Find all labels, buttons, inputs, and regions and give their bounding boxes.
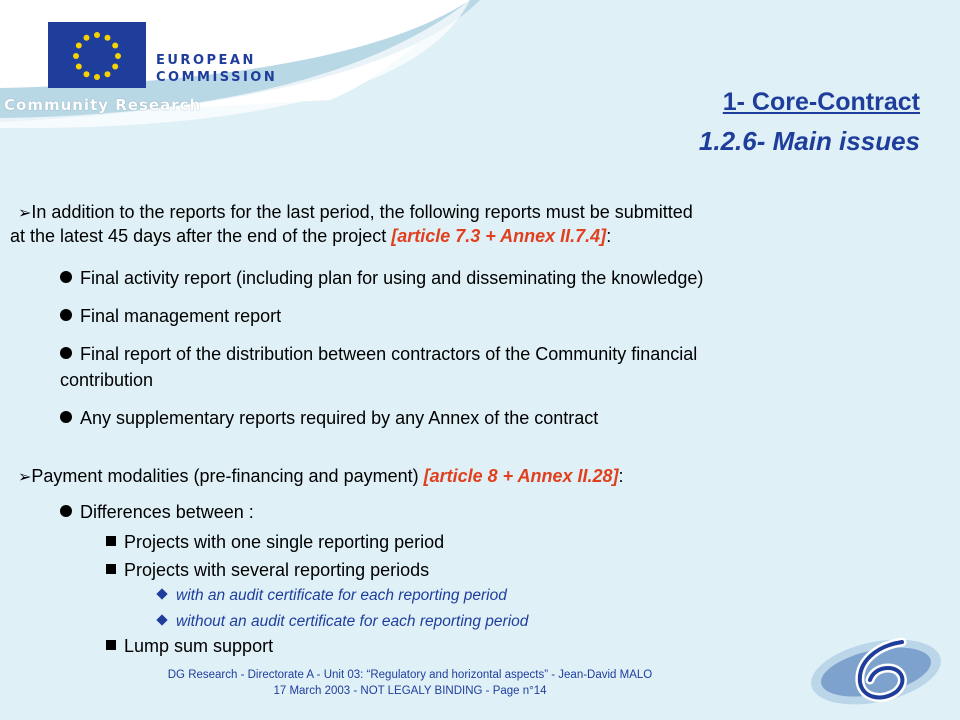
section1-intro-line1: ➢In addition to the reports for the last period, the following reports must be submitted: [18, 202, 693, 222]
dot-bullet-icon: [60, 271, 72, 283]
dot-bullet-icon: [60, 411, 72, 423]
section2-intro: ➢Payment modalities (pre-financing and payment) [article 8 + Annex II.28]:: [18, 466, 624, 486]
square-bullet-icon: [106, 536, 116, 546]
sub-list-item: Lump sum support: [106, 634, 273, 658]
sub-sub-list-item: without an audit certificate for each reporting period: [158, 610, 528, 634]
diamond-bullet-icon: [156, 614, 167, 625]
fp6-logo-icon: [806, 632, 946, 710]
sub-list-item: Projects with several reporting periods: [106, 558, 429, 582]
square-bullet-icon: [106, 640, 116, 650]
list-item: Final management report: [60, 304, 281, 328]
eu-flag-icon: [48, 22, 146, 88]
diamond-bullet-icon: [156, 588, 167, 599]
dot-bullet-icon: [60, 505, 72, 517]
page-subtitle: 1.2.6- Main issues: [698, 126, 920, 156]
list-item-continuation: contribution: [60, 370, 154, 390]
list-item: Final report of the distribution between contractors of the Community financial: [60, 342, 697, 366]
article-reference: [article 8 + Annex II.28]: [423, 466, 619, 486]
dot-bullet-icon: [60, 347, 72, 359]
footer-line1: DG Research - Directorate A - Unit 03: “Regulatory and horizontal aspects” - Jean-David MALO: [167, 669, 653, 681]
sub-sub-list-item: with an audit certificate for each reporting period: [158, 584, 507, 608]
footer-line2: 17 March 2003 - NOT LEGALY BINDING - Page n°14: [273, 685, 547, 697]
arrow-bullet-icon: ➢: [18, 467, 32, 486]
org-line1: EUROPEAN: [156, 53, 256, 68]
arrow-bullet-icon: ➢: [18, 203, 32, 222]
sub-list-item: Projects with one single reporting period: [106, 530, 444, 554]
page-title: 1- Core-Contract: [722, 88, 920, 116]
square-bullet-icon: [106, 564, 116, 574]
list-item: Final activity report (including plan for using and disseminating the knowledge): [60, 266, 703, 290]
org-name: [156, 52, 277, 86]
section1-intro-line2: at the latest 45 days after the end of the project [article 7.3 + Annex II.7.4]:: [10, 226, 612, 246]
list-item: Differences between :: [60, 500, 254, 524]
community-research-label: Community Research: [4, 96, 202, 114]
article-reference: [article 7.3 + Annex II.7.4]: [391, 226, 607, 246]
list-item: Any supplementary reports required by any Annex of the contract: [60, 406, 598, 430]
org-line2: COMMISSION: [156, 70, 278, 85]
dot-bullet-icon: [60, 309, 72, 321]
